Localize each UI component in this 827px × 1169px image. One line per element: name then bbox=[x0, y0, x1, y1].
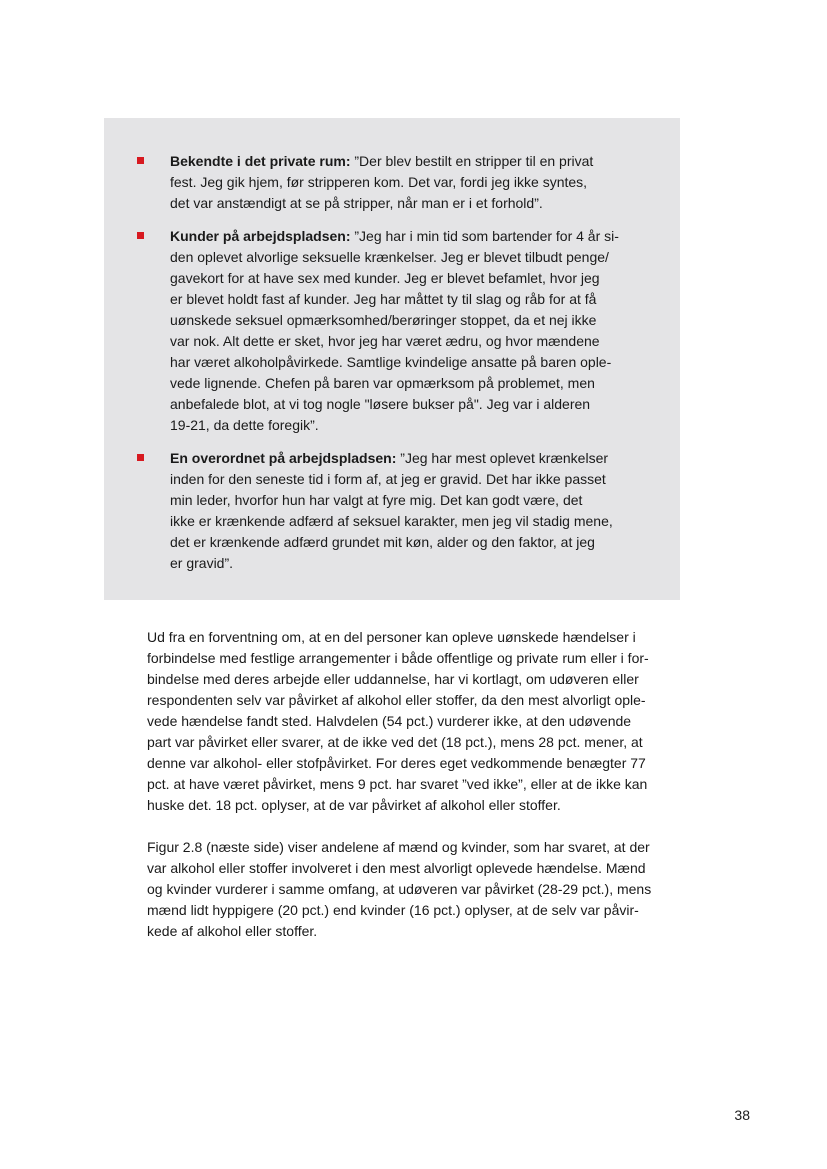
bullet-first-line: Kunder på arbejdspladsen: ”Jeg har i min tid som bartender for 4 år si- bbox=[170, 228, 619, 244]
bullet-line: anbefalede blot, at vi tog nogle "løsere bukser på". Jeg var i alderen bbox=[170, 396, 591, 412]
bullet-line: det var anstændigt at se på stripper, når man er i et forhold”. bbox=[170, 195, 543, 211]
bullet-square-icon bbox=[137, 454, 144, 461]
paragraph-line: Ud fra en forventning om, at en del personer kan opleve uønskede hændelser i bbox=[147, 629, 636, 645]
bullet-line: gavekort for at have sex med kunder. Jeg er blevet befamlet, hvor jeg bbox=[170, 270, 600, 286]
bullet-line: det er krænkende adfærd grundet mit køn, alder og den faktor, at jeg bbox=[170, 534, 595, 550]
paragraph-line: vede hændelse fandt sted. Halvdelen (54 pct.) vurderer ikke, at den udøvende bbox=[147, 713, 632, 729]
bullet-line: har været alkoholpåvirkede. Samtlige kvindelige ansatte på baren ople- bbox=[170, 354, 612, 370]
paragraph-line: denne var alkohol- eller stofpåvirket. For deres eget vedkommende benægter 77 bbox=[147, 755, 646, 771]
paragraph-line: pct. at have været påvirket, mens 9 pct. har svaret ”ved ikke”, eller at de ikke kan bbox=[147, 776, 648, 792]
body-paragraph bbox=[147, 837, 707, 942]
bullet-line: inden for den seneste tid i form af, at jeg er gravid. Det har ikke passet bbox=[170, 471, 606, 487]
bullet-heading: Kunder på arbejdspladsen: bbox=[170, 228, 351, 244]
page-number: 38 bbox=[734, 1107, 750, 1123]
bullet-heading: En overordnet på arbejdspladsen: bbox=[170, 450, 397, 466]
bullet-line: er gravid”. bbox=[170, 555, 234, 571]
paragraph-line: forbindelse med festlige arrangementer i både offentlige og private rum eller i for- bbox=[147, 650, 649, 666]
bullet-line: 19-21, da dette foregik”. bbox=[170, 417, 319, 433]
bullet-line: var nok. Alt dette er sket, hvor jeg har været ædru, og hvor mændene bbox=[170, 333, 600, 349]
bullet-text bbox=[170, 151, 670, 214]
bullet-first-line: Bekendte i det private rum: ”Der blev bestilt en stripper til en privat bbox=[170, 153, 594, 169]
paragraph-line: respondenten selv var påvirket af alkohol eller stoffer, da den mest alvorligt ople- bbox=[147, 692, 646, 708]
paragraph-line: Figur 2.8 (næste side) viser andelene af mænd og kvinder, som har svaret, at der bbox=[147, 839, 650, 855]
bullet-line: er blevet holdt fast af kunder. Jeg har måttet ty til slag og råb for at få bbox=[170, 291, 597, 307]
paragraph-line: part var påvirket eller svarer, at de ikke ved det (18 pct.), mens 28 pct. mener, at bbox=[147, 734, 643, 750]
bullet-heading: Bekendte i det private rum: bbox=[170, 153, 351, 169]
paragraph-line: var alkohol eller stoffer involveret i den mest alvorligt oplevede hændelse. Mænd bbox=[147, 860, 646, 876]
bullet-text bbox=[170, 226, 670, 436]
bullet-line: den oplevet alvorlige seksuelle krænkelser. Jeg er blevet tilbudt penge/ bbox=[170, 249, 609, 265]
bullet-line: uønskede seksuel opmærksomhed/berøringer stoppet, da et nej ikke bbox=[170, 312, 597, 328]
bullet-square-icon bbox=[137, 157, 144, 164]
bullet-line: fest. Jeg gik hjem, før stripperen kom. Det var, fordi jeg ikke syntes, bbox=[170, 174, 588, 190]
quote-box bbox=[104, 118, 680, 600]
bullet-text bbox=[170, 448, 670, 574]
bullet-square-icon bbox=[137, 232, 144, 239]
paragraph-line: kede af alkohol eller stoffer. bbox=[147, 923, 318, 939]
bullet-line: min leder, hvorfor hun har valgt at fyre mig. Det kan godt være, det bbox=[170, 492, 583, 508]
bullet-first-line: En overordnet på arbejdspladsen: ”Jeg har mest oplevet krænkelser bbox=[170, 450, 609, 466]
paragraph-line: bindelse med deres arbejde eller uddannelse, har vi kortlagt, om udøveren eller bbox=[147, 671, 639, 687]
paragraph-line: huske det. 18 pct. oplyser, at de var påvirket af alkohol eller stoffer. bbox=[147, 797, 561, 813]
paragraph-line: mænd lidt hyppigere (20 pct.) end kvinder (16 pct.) oplyser, at de selv var påvir- bbox=[147, 902, 639, 918]
bullet-line: vede lignende. Chefen på baren var opmærksom på problemet, men bbox=[170, 375, 595, 391]
paragraph-line: og kvinder vurderer i samme omfang, at udøveren var påvirket (28-29 pct.), mens bbox=[147, 881, 652, 897]
body-paragraph bbox=[147, 627, 707, 816]
bullet-line: ikke er krænkende adfærd af seksuel karakter, men jeg vil stadig mene, bbox=[170, 513, 613, 529]
